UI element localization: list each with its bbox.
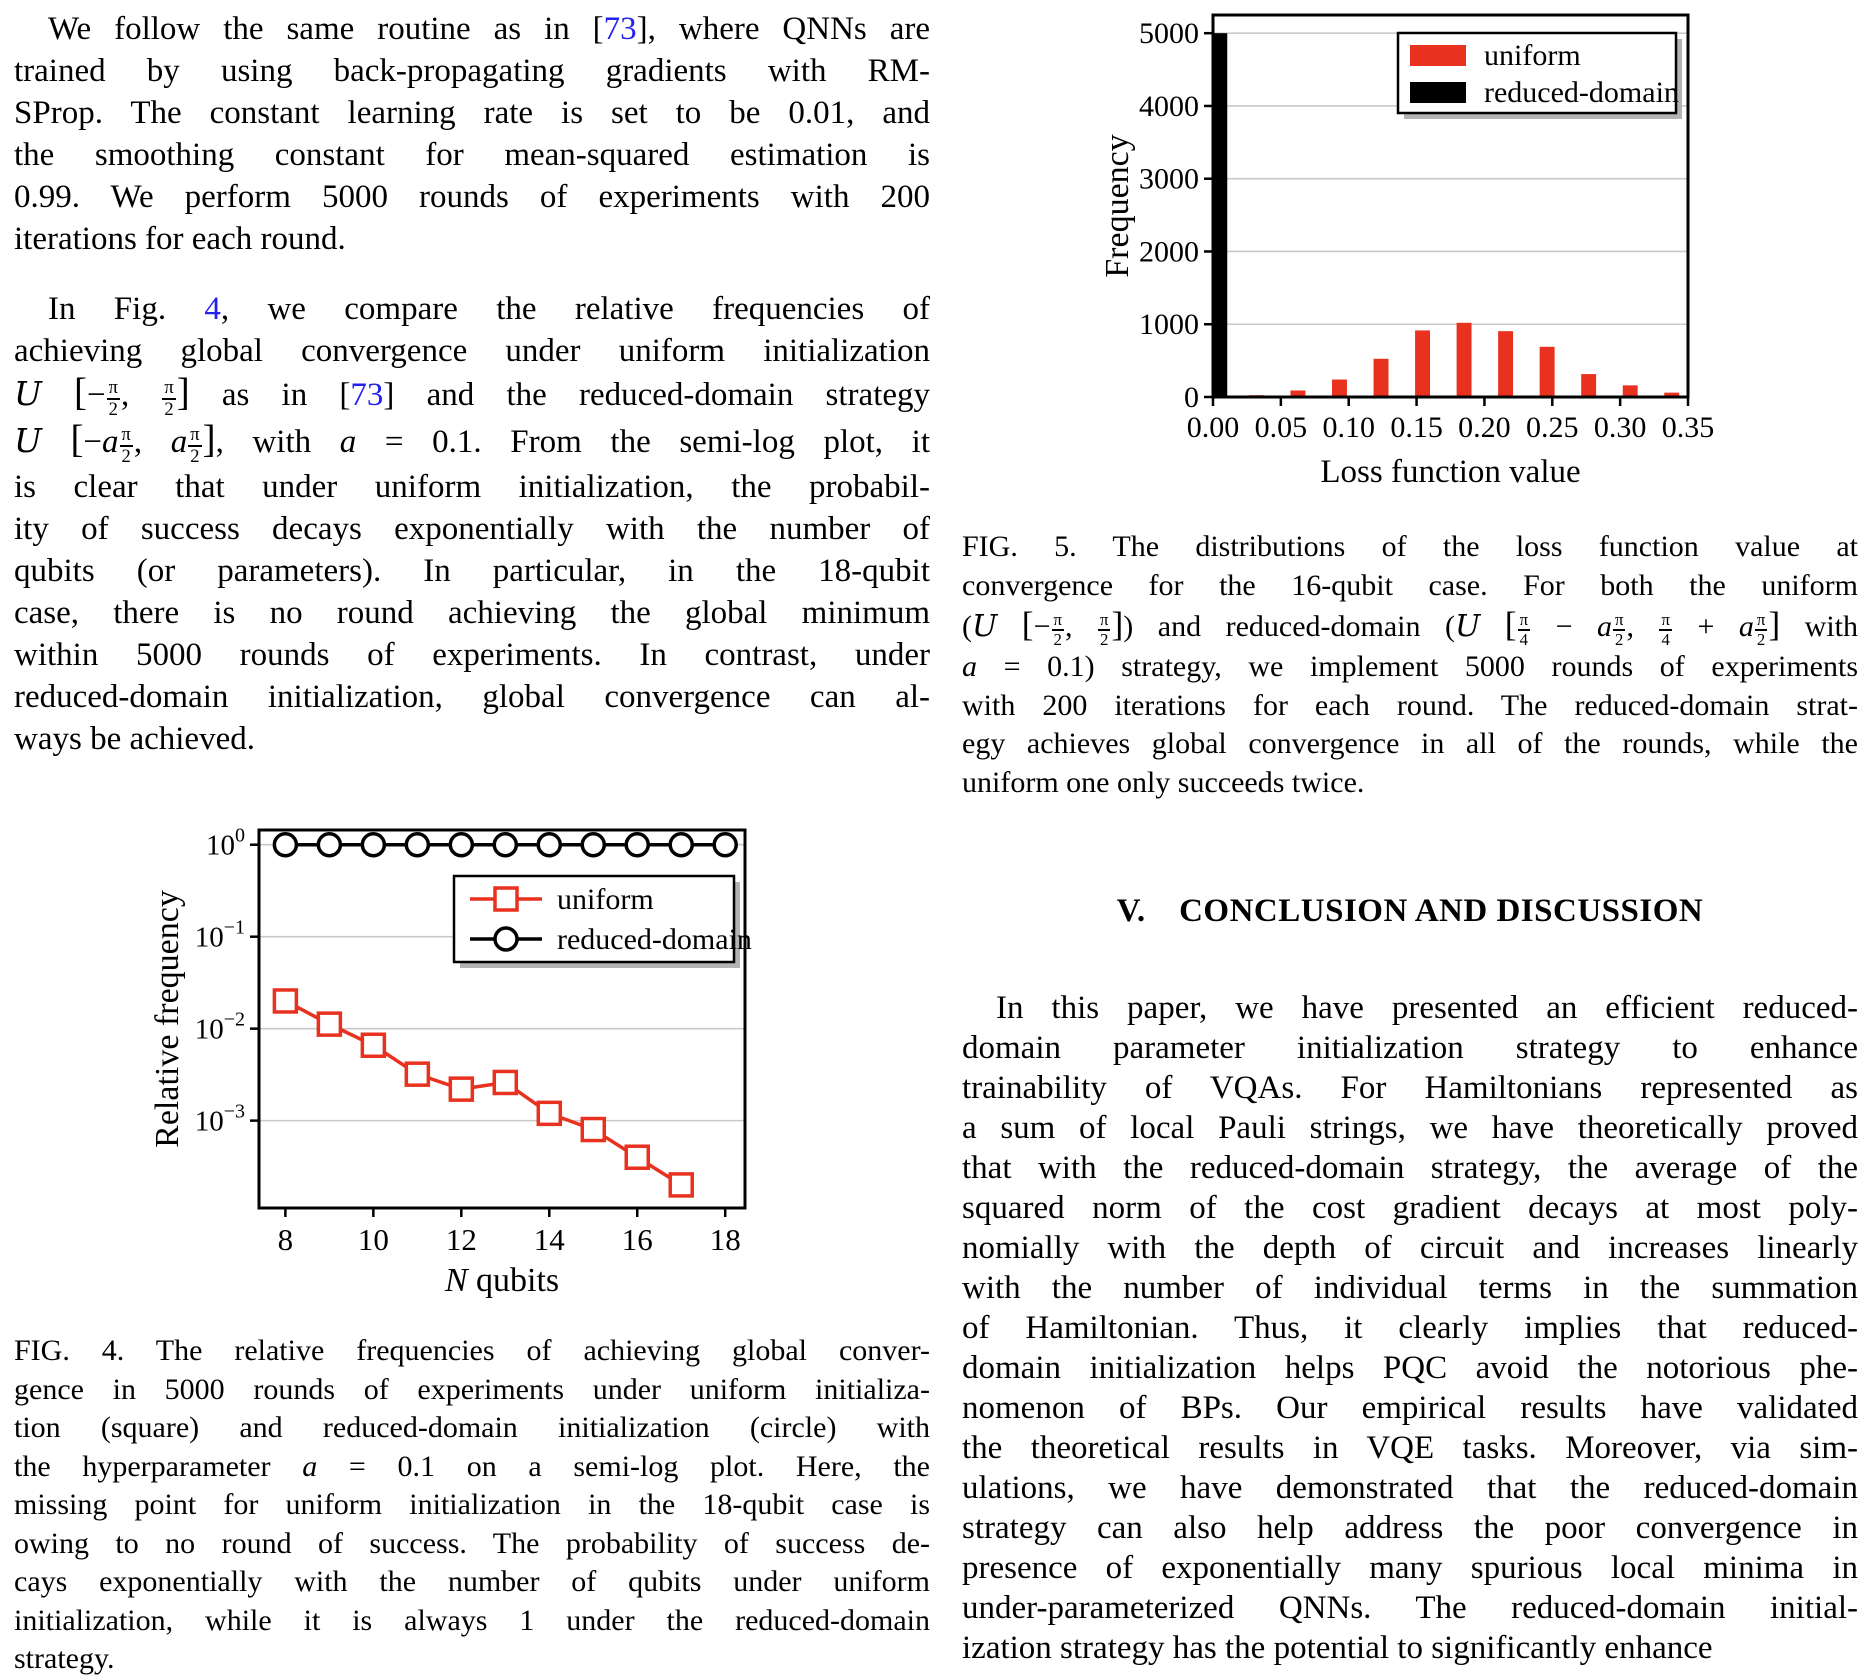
text-line: with 200 iterations for each round. The reduced-domain strat- bbox=[962, 688, 1858, 722]
text-line: that with the reduced-domain strategy, the average of the bbox=[962, 1150, 1858, 1186]
text-line: the hyperparameter a = 0.1 on a semi-log plot. Here, the bbox=[14, 1449, 930, 1483]
text-line: egy achieves global convergence in all of the rounds, while the bbox=[962, 727, 1858, 761]
text-line: owing to no round of success. The probability of success de- bbox=[14, 1526, 930, 1560]
y-tick-label: 0 bbox=[1184, 381, 1199, 414]
text-line: strategy. bbox=[14, 1642, 115, 1675]
text-line: FIG. 4. The relative frequencies of achieving global conver- bbox=[14, 1334, 930, 1367]
marker-circle bbox=[318, 834, 340, 856]
text-line: tion (square) and reduced-domain initialization (circle) with bbox=[14, 1411, 930, 1444]
x-tick-label: 0.35 bbox=[1661, 411, 1715, 444]
text-line: of Hamiltonian. Thus, it clearly implies that reduced- bbox=[962, 1310, 1858, 1346]
x-tick-label: 0.25 bbox=[1526, 411, 1579, 444]
x-tick-label: 0.10 bbox=[1322, 411, 1375, 444]
legend-label: uniform bbox=[1484, 39, 1581, 72]
text-line: convergence for the 16-qubit case. For both the uniform bbox=[962, 568, 1858, 602]
y-tick-label: $10^{-2}$ bbox=[194, 1008, 245, 1046]
fig4-semilog-chart bbox=[144, 818, 775, 1303]
marker-square bbox=[670, 1174, 692, 1196]
text-line: is clear that under uniform initialization, the probabil- bbox=[14, 469, 930, 506]
text-line: domain initialization helps PQC avoid the notorious phe- bbox=[962, 1350, 1858, 1386]
x-axis-label: Loss function value bbox=[1320, 454, 1581, 490]
x-tick-label: 0.15 bbox=[1390, 411, 1443, 444]
marker-square bbox=[582, 1119, 604, 1141]
marker-square bbox=[318, 1013, 340, 1035]
bar-uniform bbox=[1498, 331, 1513, 397]
y-tick-label: 1000 bbox=[1139, 308, 1199, 342]
text-line: ity of success decays exponentially with the number of bbox=[14, 511, 930, 548]
figure-5 bbox=[1098, 0, 1728, 497]
text-line: ulations, we have demonstrated that the reduced-domain bbox=[962, 1470, 1858, 1506]
y-tick-label: 5000 bbox=[1139, 17, 1199, 51]
section-heading: V. CONCLUSION AND DISCUSSION bbox=[1116, 893, 1704, 929]
legend-marker-circle bbox=[495, 928, 517, 950]
x-tick-label: 10 bbox=[357, 1222, 389, 1257]
text-line: reduced-domain initialization, global convergence can al- bbox=[14, 679, 930, 716]
text-line: 0.99. We perform 5000 rounds of experiments with 200 bbox=[14, 179, 930, 215]
marker-circle bbox=[538, 834, 560, 856]
fig5-histogram-chart bbox=[1098, 0, 1728, 492]
marker-circle bbox=[670, 834, 692, 856]
y-axis-label: Relative frequency bbox=[149, 890, 186, 1148]
paragraph-methods bbox=[14, 8, 930, 260]
y-axis-label: Frequency bbox=[1099, 134, 1136, 278]
text-line: In this paper, we have presented an efficient reduced- bbox=[996, 990, 1858, 1026]
text-line: cays exponentially with the number of qubits under uniform bbox=[14, 1565, 930, 1598]
text-line: with the number of individual terms in the summation bbox=[962, 1270, 1858, 1306]
marker-square bbox=[274, 990, 296, 1012]
bar-uniform bbox=[1623, 385, 1638, 397]
x-axis-label: N qubits bbox=[444, 1262, 560, 1299]
legend-label: reduced-domain bbox=[1484, 76, 1679, 109]
x-tick-label: 0.20 bbox=[1458, 411, 1511, 444]
marker-square bbox=[626, 1146, 648, 1168]
figure-4 bbox=[144, 818, 775, 1308]
text-line: presence of exponentially many spurious local minima in bbox=[962, 1550, 1858, 1586]
bar-uniform bbox=[1332, 380, 1347, 397]
text-line: within 5000 rounds of experiments. In contrast, under bbox=[14, 637, 930, 674]
text-line: We follow the same routine as in [73], where QNNs are bbox=[48, 11, 930, 47]
text-line: under-parameterized QNNs. The reduced-domain initial- bbox=[962, 1590, 1858, 1626]
x-tick-label: 16 bbox=[621, 1222, 653, 1257]
marker-square bbox=[450, 1078, 472, 1100]
legend-label: reduced-domain bbox=[557, 923, 752, 956]
marker-circle bbox=[714, 834, 736, 856]
text-line: U [− $\frac{\pi}{2}$ , $\frac{\pi}{2}$ ] as in [73] and the reduced-domain strategy bbox=[14, 371, 931, 419]
text-line: qubits (or parameters). In particular, in the 18-qubit bbox=[14, 553, 930, 590]
text-line: the smoothing constant for mean-squared estimation is bbox=[14, 137, 930, 173]
text-line: case, there is no round achieving the global minimum bbox=[14, 595, 930, 632]
x-tick-label: 12 bbox=[445, 1222, 477, 1257]
bar-reduced-domain bbox=[1213, 33, 1227, 397]
text-line: missing point for uniform initialization in the 18-qubit case is bbox=[14, 1488, 930, 1521]
bar-uniform bbox=[1415, 330, 1430, 397]
text-line: trained by using back-propagating gradients with RM- bbox=[14, 53, 930, 89]
text-line: strategy can also help address the poor convergence in bbox=[962, 1510, 1858, 1546]
fig4-caption bbox=[14, 1332, 930, 1678]
x-tick-label: 0.30 bbox=[1593, 411, 1647, 444]
citation-link-73[interactable]: 73 bbox=[603, 11, 637, 47]
paragraph-fig4-discussion bbox=[14, 288, 930, 760]
text-line: SProp. The constant learning rate is set to be 0.01, and bbox=[14, 95, 930, 131]
y-tick-label: $10^0$ bbox=[206, 824, 245, 862]
text-line: In Fig. 4, we compare the relative frequencies of bbox=[48, 291, 930, 327]
text-line: nomenon of BPs. Our empirical results have validated bbox=[962, 1390, 1858, 1426]
figure-4-link[interactable]: 4 bbox=[204, 291, 221, 327]
y-tick-label: 4000 bbox=[1139, 89, 1199, 123]
text-line: ization strategy has the potential to significantly enhance bbox=[962, 1630, 1713, 1666]
x-tick-label: 14 bbox=[533, 1222, 565, 1257]
marker-circle bbox=[582, 834, 604, 856]
legend-patch bbox=[1410, 45, 1466, 66]
text-line: (U [− $\frac{\pi}{2}$ , $\frac{\pi}{2}$ ]) and reduced-domain (U [ $\frac{\pi}{4}$ − a $\frac{\pi}{2}$ , $\frac{\pi}{4}$ + a $\frac{\pi}{2}$ ] with bbox=[962, 604, 1859, 649]
text-line: gence in 5000 rounds of experiments under uniform initializa- bbox=[14, 1372, 930, 1406]
legend-marker-square bbox=[495, 888, 517, 910]
text-line: nomially with the depth of circuit and increases linearly bbox=[962, 1230, 1858, 1266]
text-line: FIG. 5. The distributions of the loss function value at bbox=[962, 530, 1858, 563]
x-tick-label: 18 bbox=[709, 1222, 741, 1257]
citation-link-73[interactable]: 73 bbox=[350, 377, 384, 413]
x-tick-label: 0.00 bbox=[1186, 411, 1240, 444]
marker-square bbox=[406, 1063, 428, 1085]
text-line: ways be achieved. bbox=[14, 721, 255, 758]
marker-circle bbox=[494, 834, 516, 856]
marker-circle bbox=[274, 834, 296, 856]
text-line: initialization, while it is always 1 under the reduced-domain bbox=[14, 1603, 930, 1637]
y-tick-label: 3000 bbox=[1139, 162, 1199, 196]
marker-circle bbox=[406, 834, 428, 856]
x-tick-label: 0.05 bbox=[1254, 411, 1308, 444]
marker-circle bbox=[362, 834, 384, 856]
bar-uniform bbox=[1540, 347, 1555, 397]
text-line: uniform one only succeeds twice. bbox=[962, 765, 1365, 799]
bar-uniform bbox=[1457, 323, 1472, 397]
y-tick-label: 2000 bbox=[1139, 235, 1199, 269]
marker-circle bbox=[626, 834, 648, 856]
text-line: trainability of VQAs. For Hamiltonians represented as bbox=[962, 1070, 1858, 1106]
fig5-caption bbox=[962, 528, 1858, 802]
marker-circle bbox=[450, 834, 472, 856]
x-tick-label: 8 bbox=[277, 1222, 294, 1257]
bar-uniform bbox=[1581, 374, 1596, 397]
text-line: a = 0.1) strategy, we implement 5000 rounds of experiments bbox=[962, 650, 1858, 684]
text-line: the theoretical results in VQE tasks. Moreover, via sim- bbox=[962, 1430, 1858, 1466]
y-tick-label: $10^{-1}$ bbox=[194, 916, 245, 954]
marker-square bbox=[494, 1071, 516, 1093]
text-line: U [−a $\frac{\pi}{2}$ , a $\frac{\pi}{2}$ ], with a = 0.1. From the semi-log plot, it bbox=[14, 418, 931, 466]
bar-uniform bbox=[1374, 359, 1389, 397]
y-tick-label: $10^{-3}$ bbox=[194, 1100, 245, 1138]
paragraph-conclusion bbox=[962, 988, 1858, 1668]
marker-square bbox=[538, 1102, 560, 1124]
legend-label: uniform bbox=[557, 883, 654, 916]
text-line: a sum of local Pauli strings, we have theoretically proved bbox=[962, 1110, 1858, 1146]
text-line: squared norm of the cost gradient decays at most poly- bbox=[962, 1190, 1858, 1226]
text-line: iterations for each round. bbox=[14, 221, 346, 257]
legend-patch bbox=[1410, 82, 1466, 103]
text-line: domain parameter initialization strategy to enhance bbox=[962, 1030, 1858, 1066]
marker-square bbox=[362, 1034, 384, 1056]
text-line: achieving global convergence under uniform initialization bbox=[14, 333, 930, 369]
